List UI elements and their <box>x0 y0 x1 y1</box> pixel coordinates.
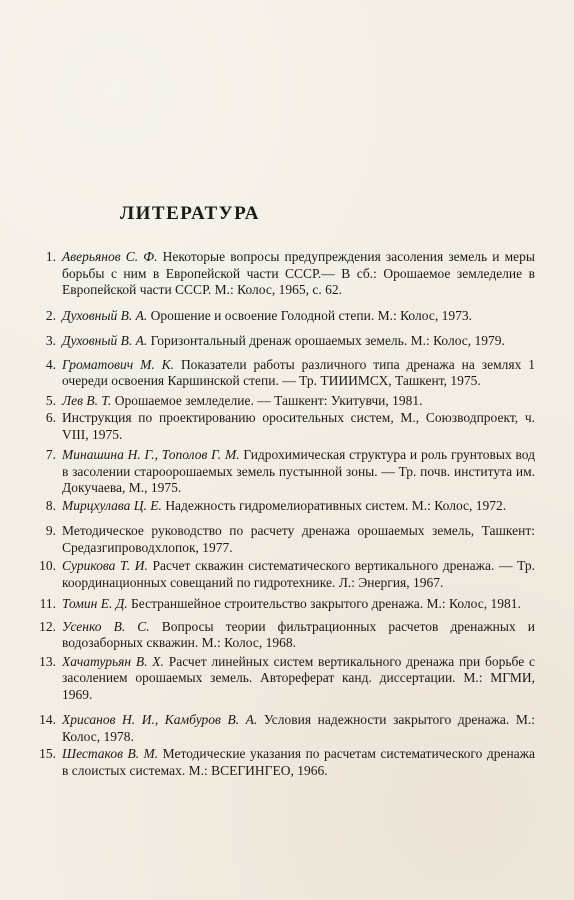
reference-item-9 <box>35 523 535 556</box>
reference-author: Хрисанов Н. И., Камбуров В. А. <box>62 712 258 727</box>
reference-text <box>62 619 535 652</box>
reference-text <box>62 558 535 591</box>
reference-number: 12. <box>39 618 56 634</box>
reference-details: Надежность гидромелиоративных систем. М.: Колос, 1972. <box>161 497 507 513</box>
reference-text <box>62 447 535 497</box>
reference-author: Мирцхулава Ц. Е. <box>62 497 162 513</box>
reference-author: Минашина Н. Г., Тополов Г. М. <box>62 447 240 462</box>
reference-details: Расчет линейных систем вертикального дренажа при борьбе с засолением орошаемых земель. Автореферат канд. диссертации. М.: МГМИ, 1969. <box>62 653 535 702</box>
reference-item-7 <box>35 447 535 497</box>
reference-text <box>62 308 535 325</box>
reference-item-13 <box>35 654 535 704</box>
reference-text <box>62 357 535 390</box>
reference-text <box>62 498 535 515</box>
reference-details: Инструкция по проектированию оросительных систем, М., Союзводпроект, ч. VIII, 1975. <box>62 410 535 442</box>
reference-item-3 <box>35 333 535 350</box>
reference-details: Горизонтальный дренаж орошаемых земель. М.: Колос, 1979. <box>147 333 505 348</box>
reference-author: Лев В. Т. <box>62 392 112 408</box>
reference-author: Аверьянов С. Ф. <box>62 249 158 264</box>
reference-details: Орошаемое земледелие. — Ташкент: Укитувчи, 1981. <box>111 392 423 408</box>
reference-author: Громатович М. К. <box>62 356 175 372</box>
reference-details: Вопросы теории фильтрационных расчетов дренажных и водозаборных скважин. М.: Колос, 1968. <box>62 618 535 650</box>
reference-author: Шестаков В. М. <box>62 746 159 761</box>
reference-number: 15. <box>39 746 56 761</box>
reference-item-10 <box>35 558 535 591</box>
reference-details: Гидрохимическая структура и роль грунтовых вод в засолении староорошаемых земель пустынной зоны. — Тр. почв. института им. Докучаева, М., 1975. <box>62 447 536 495</box>
page-title: ЛИТЕРАТУРА <box>120 203 261 224</box>
reference-number: 6. <box>45 410 56 425</box>
reference-text <box>62 333 535 350</box>
reference-details: Бестраншейное строительство закрытого дренажа. М.: Колос, 1981. <box>127 596 521 611</box>
reference-item-14 <box>35 712 535 745</box>
reference-number: 2. <box>45 307 56 323</box>
reference-item-15 <box>35 746 535 779</box>
reference-author: Усенко В. С. <box>62 618 150 634</box>
reference-text <box>62 596 535 613</box>
reference-list <box>35 249 535 779</box>
reference-item-5 <box>35 393 535 410</box>
reference-text <box>62 523 535 556</box>
reference-details: Орошение и освоение Голодной степи. М.: Колос, 1973. <box>147 307 472 323</box>
reference-number: 3. <box>45 333 56 348</box>
reference-number: 9. <box>45 523 56 538</box>
reference-number: 14. <box>39 712 56 727</box>
reference-author: Томин Е. Д. <box>62 596 128 611</box>
reference-author: Сурикова Т. И. <box>62 558 148 573</box>
reference-item-12 <box>35 619 535 652</box>
reference-number: 1. <box>45 249 56 264</box>
reference-author: Духовный В. А. <box>62 333 148 348</box>
reference-number: 11. <box>39 596 56 611</box>
reference-details: Методическое руководство по расчету дренажа орошаемых земель, Ташкент: Средазгипроводхлопок, 1977. <box>62 523 535 555</box>
reference-item-1 <box>35 249 535 299</box>
reference-text <box>62 712 535 745</box>
reference-details: Методические указания по расчетам систематического дренажа в слоистых системах. М.: ВСЕГИНГЕО, 1966. <box>62 746 535 778</box>
reference-number: 5. <box>45 392 56 408</box>
reference-text <box>62 393 535 410</box>
reference-details: Некоторые вопросы предупреждения засоления земель и меры борьбы с ним в Европейской части СССР.— В сб.: Орошаемое земледелие в Европейской части СССР. М.: Колос, 1965, с. 62. <box>62 249 535 297</box>
reference-number: 4. <box>45 356 56 372</box>
reference-number: 7. <box>45 447 56 462</box>
reference-author: Хачатурьян В. Х. <box>62 653 164 669</box>
reference-number: 8. <box>45 497 56 513</box>
reference-text <box>62 410 535 443</box>
reference-item-8 <box>35 498 535 515</box>
reference-text <box>62 249 535 299</box>
reference-item-4 <box>35 357 535 390</box>
reference-details: Условия надежности закрытого дренажа. М.: Колос, 1978. <box>62 712 535 744</box>
reference-text <box>62 654 535 704</box>
reference-item-6 <box>35 410 535 443</box>
reference-number: 13. <box>39 653 56 669</box>
reference-number: 10. <box>39 558 56 573</box>
reference-author: Духовный В. А. <box>62 307 148 323</box>
reference-details: Показатели работы различного типа дренажа на землях 1 очереди освоения Каршинской степи. — Тр. ТИИИМСХ, Ташкент, 1975. <box>62 356 535 388</box>
reference-details: Расчет скважин систематического вертикального дренажа. — Тр. координационных совещаний по гидротехнике. Л.: Энергия, 1967. <box>62 558 535 590</box>
reference-item-2 <box>35 308 535 325</box>
reference-item-11 <box>35 596 535 613</box>
reference-text <box>62 746 535 779</box>
